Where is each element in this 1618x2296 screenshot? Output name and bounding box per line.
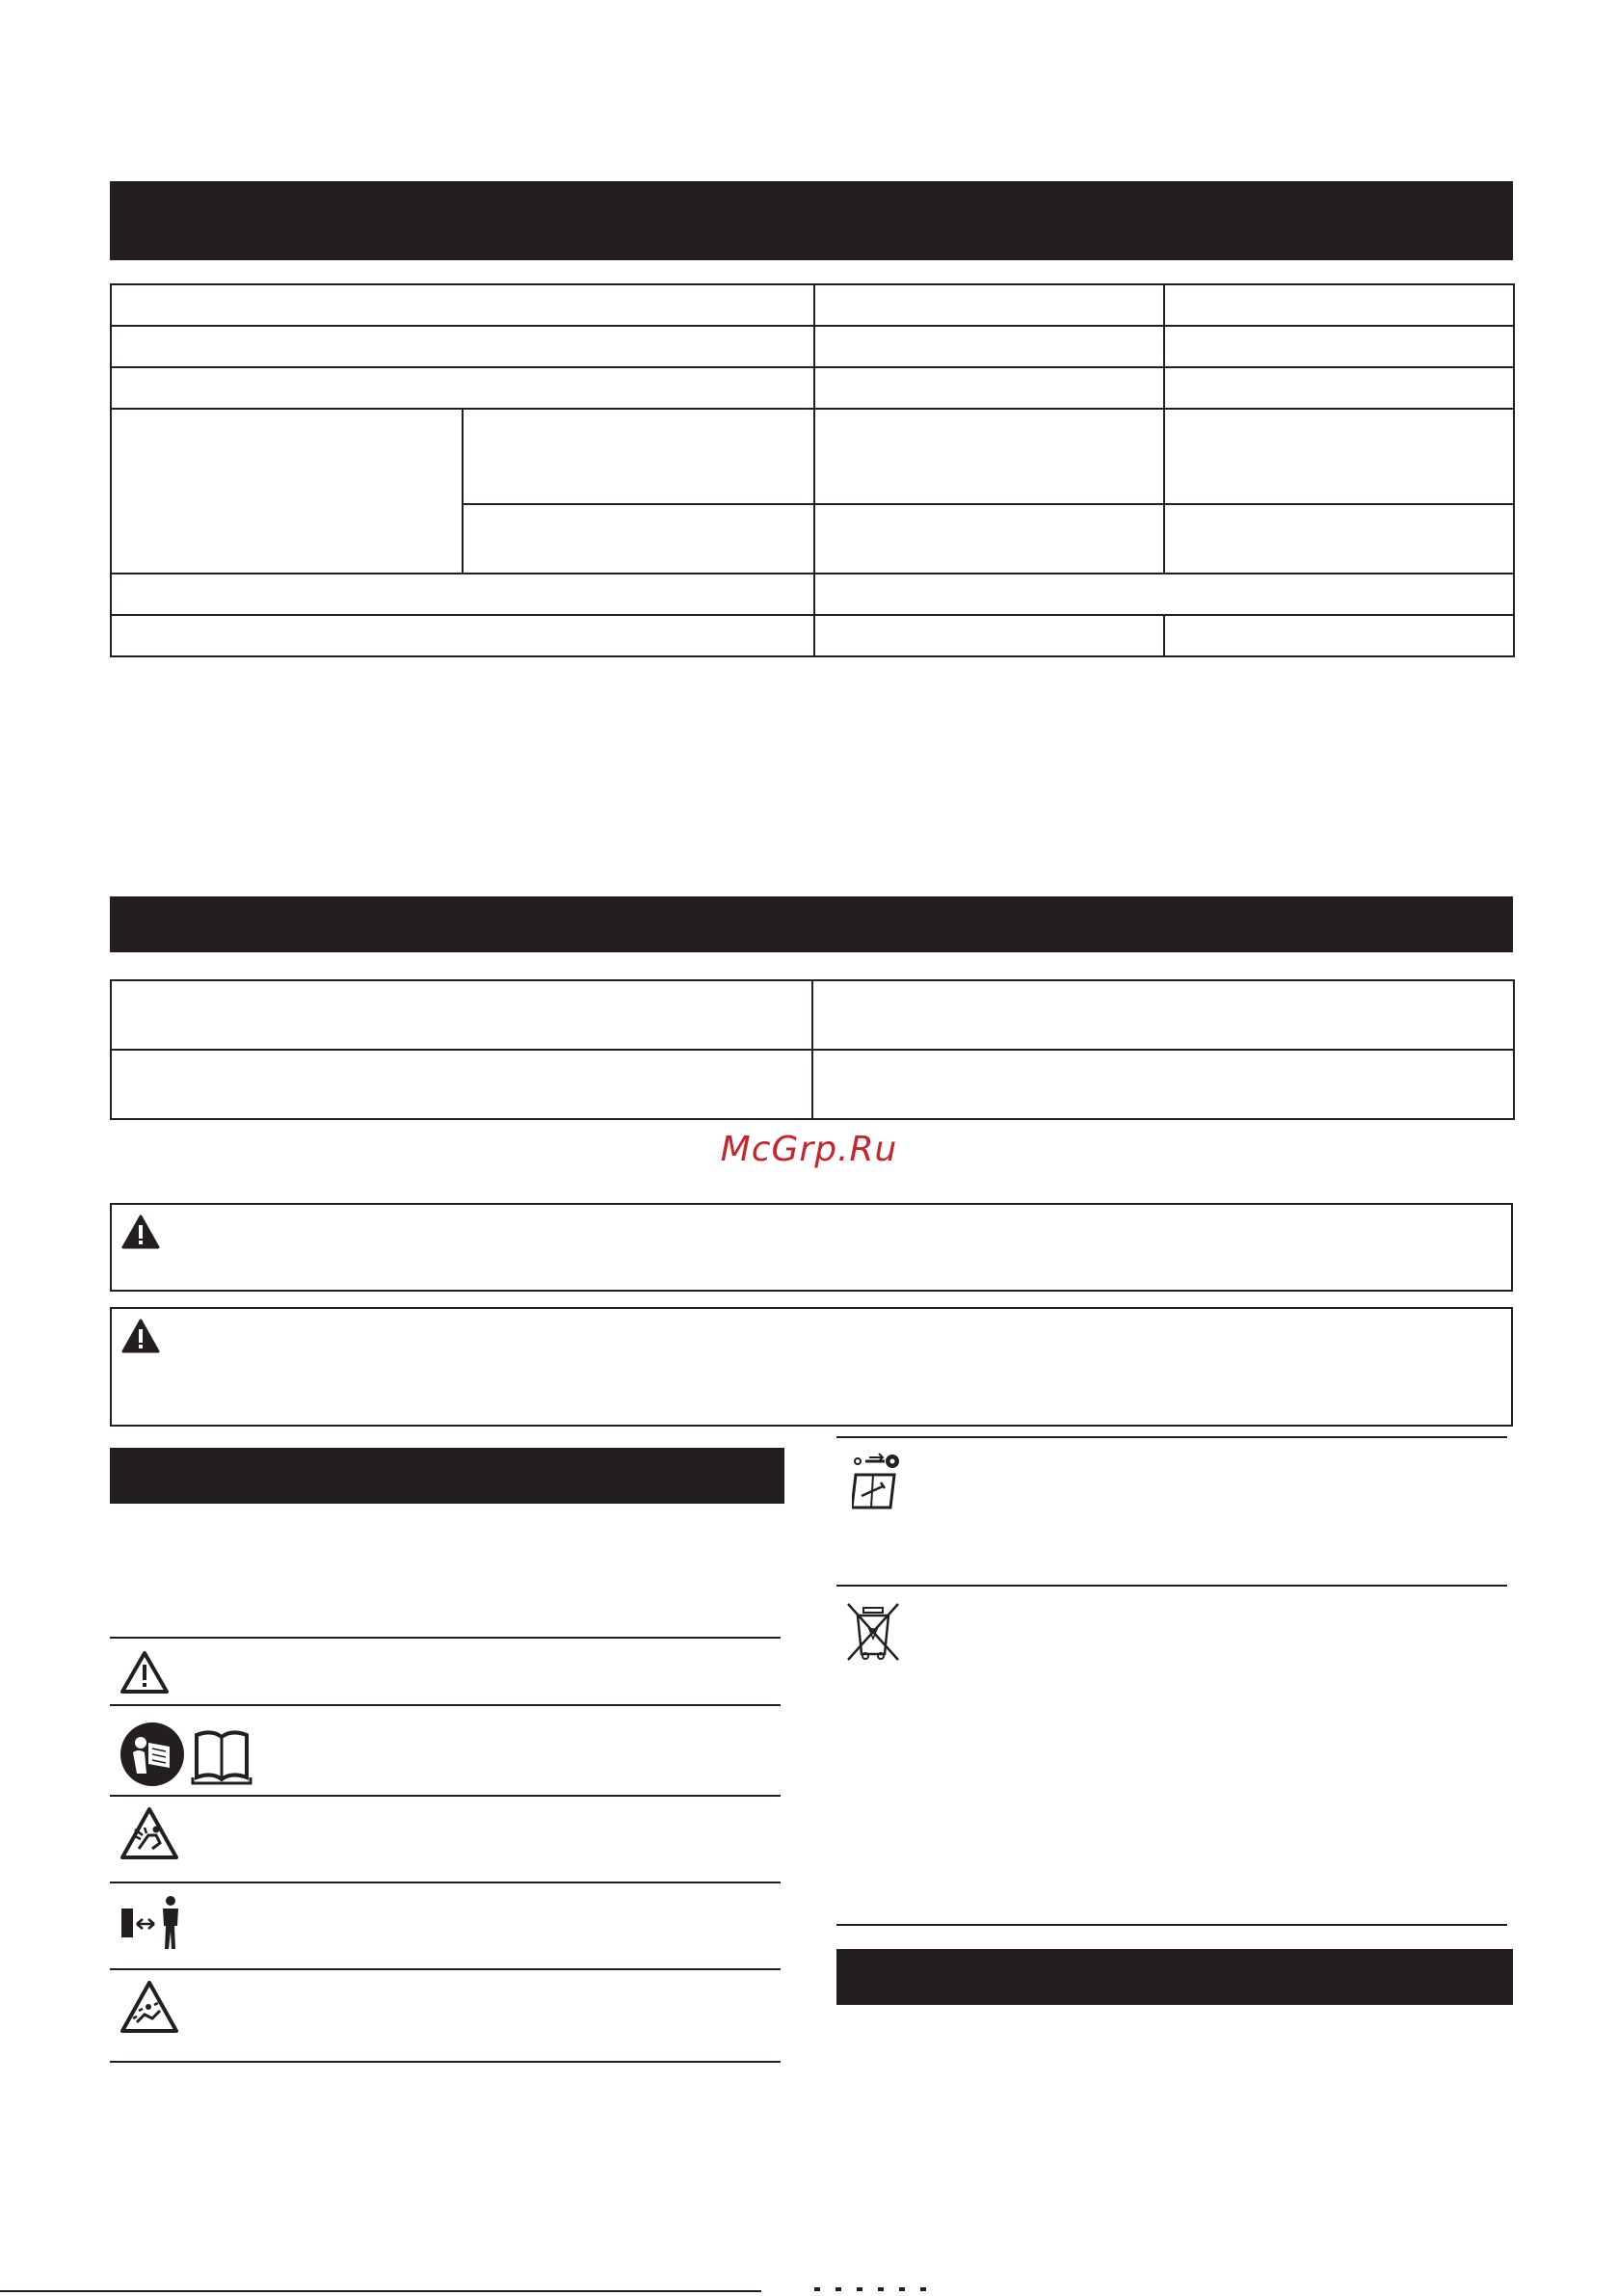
divider	[836, 1924, 1507, 1926]
values-table	[110, 979, 1515, 1120]
divider	[110, 2061, 781, 2063]
divider	[110, 1968, 781, 1970]
divider	[836, 1585, 1507, 1587]
warning-box	[110, 1203, 1513, 1292]
table-row	[111, 980, 1514, 1050]
divider	[110, 1637, 781, 1639]
table-row	[111, 326, 1514, 367]
thrown-objects-icon	[119, 1980, 179, 2034]
section-header-bar	[110, 896, 1513, 952]
keep-distance-icon	[119, 1895, 187, 1951]
divider	[110, 1882, 781, 1883]
footer-marks	[814, 2287, 930, 2291]
table-row	[111, 409, 1514, 504]
table-row	[111, 284, 1514, 326]
specifications-table	[110, 283, 1515, 657]
divider	[836, 1436, 1507, 1438]
watermark-text: McGrp.Ru	[720, 1130, 898, 1169]
warning-triangle-icon	[121, 1319, 160, 1353]
divider	[110, 1795, 781, 1797]
read-manual-icon	[119, 1722, 254, 1787]
table-row	[111, 574, 1514, 615]
symbols-header-bar	[110, 1448, 784, 1504]
table-row	[111, 367, 1514, 409]
crossed-out-bin-icon	[844, 1600, 902, 1664]
specifications-header-bar	[110, 181, 1513, 260]
flying-debris-icon	[119, 1806, 179, 1860]
right-section-header-bar	[836, 1949, 1513, 2005]
warning-triangle-icon	[121, 1215, 160, 1249]
divider	[110, 1704, 781, 1706]
table-row	[111, 1050, 1514, 1119]
table-row	[111, 615, 1514, 656]
caution-triangle-icon	[119, 1650, 170, 1695]
footer-rule	[0, 2290, 761, 2292]
remove-key-maintenance-icon	[852, 1452, 902, 1511]
warning-box	[110, 1307, 1513, 1427]
